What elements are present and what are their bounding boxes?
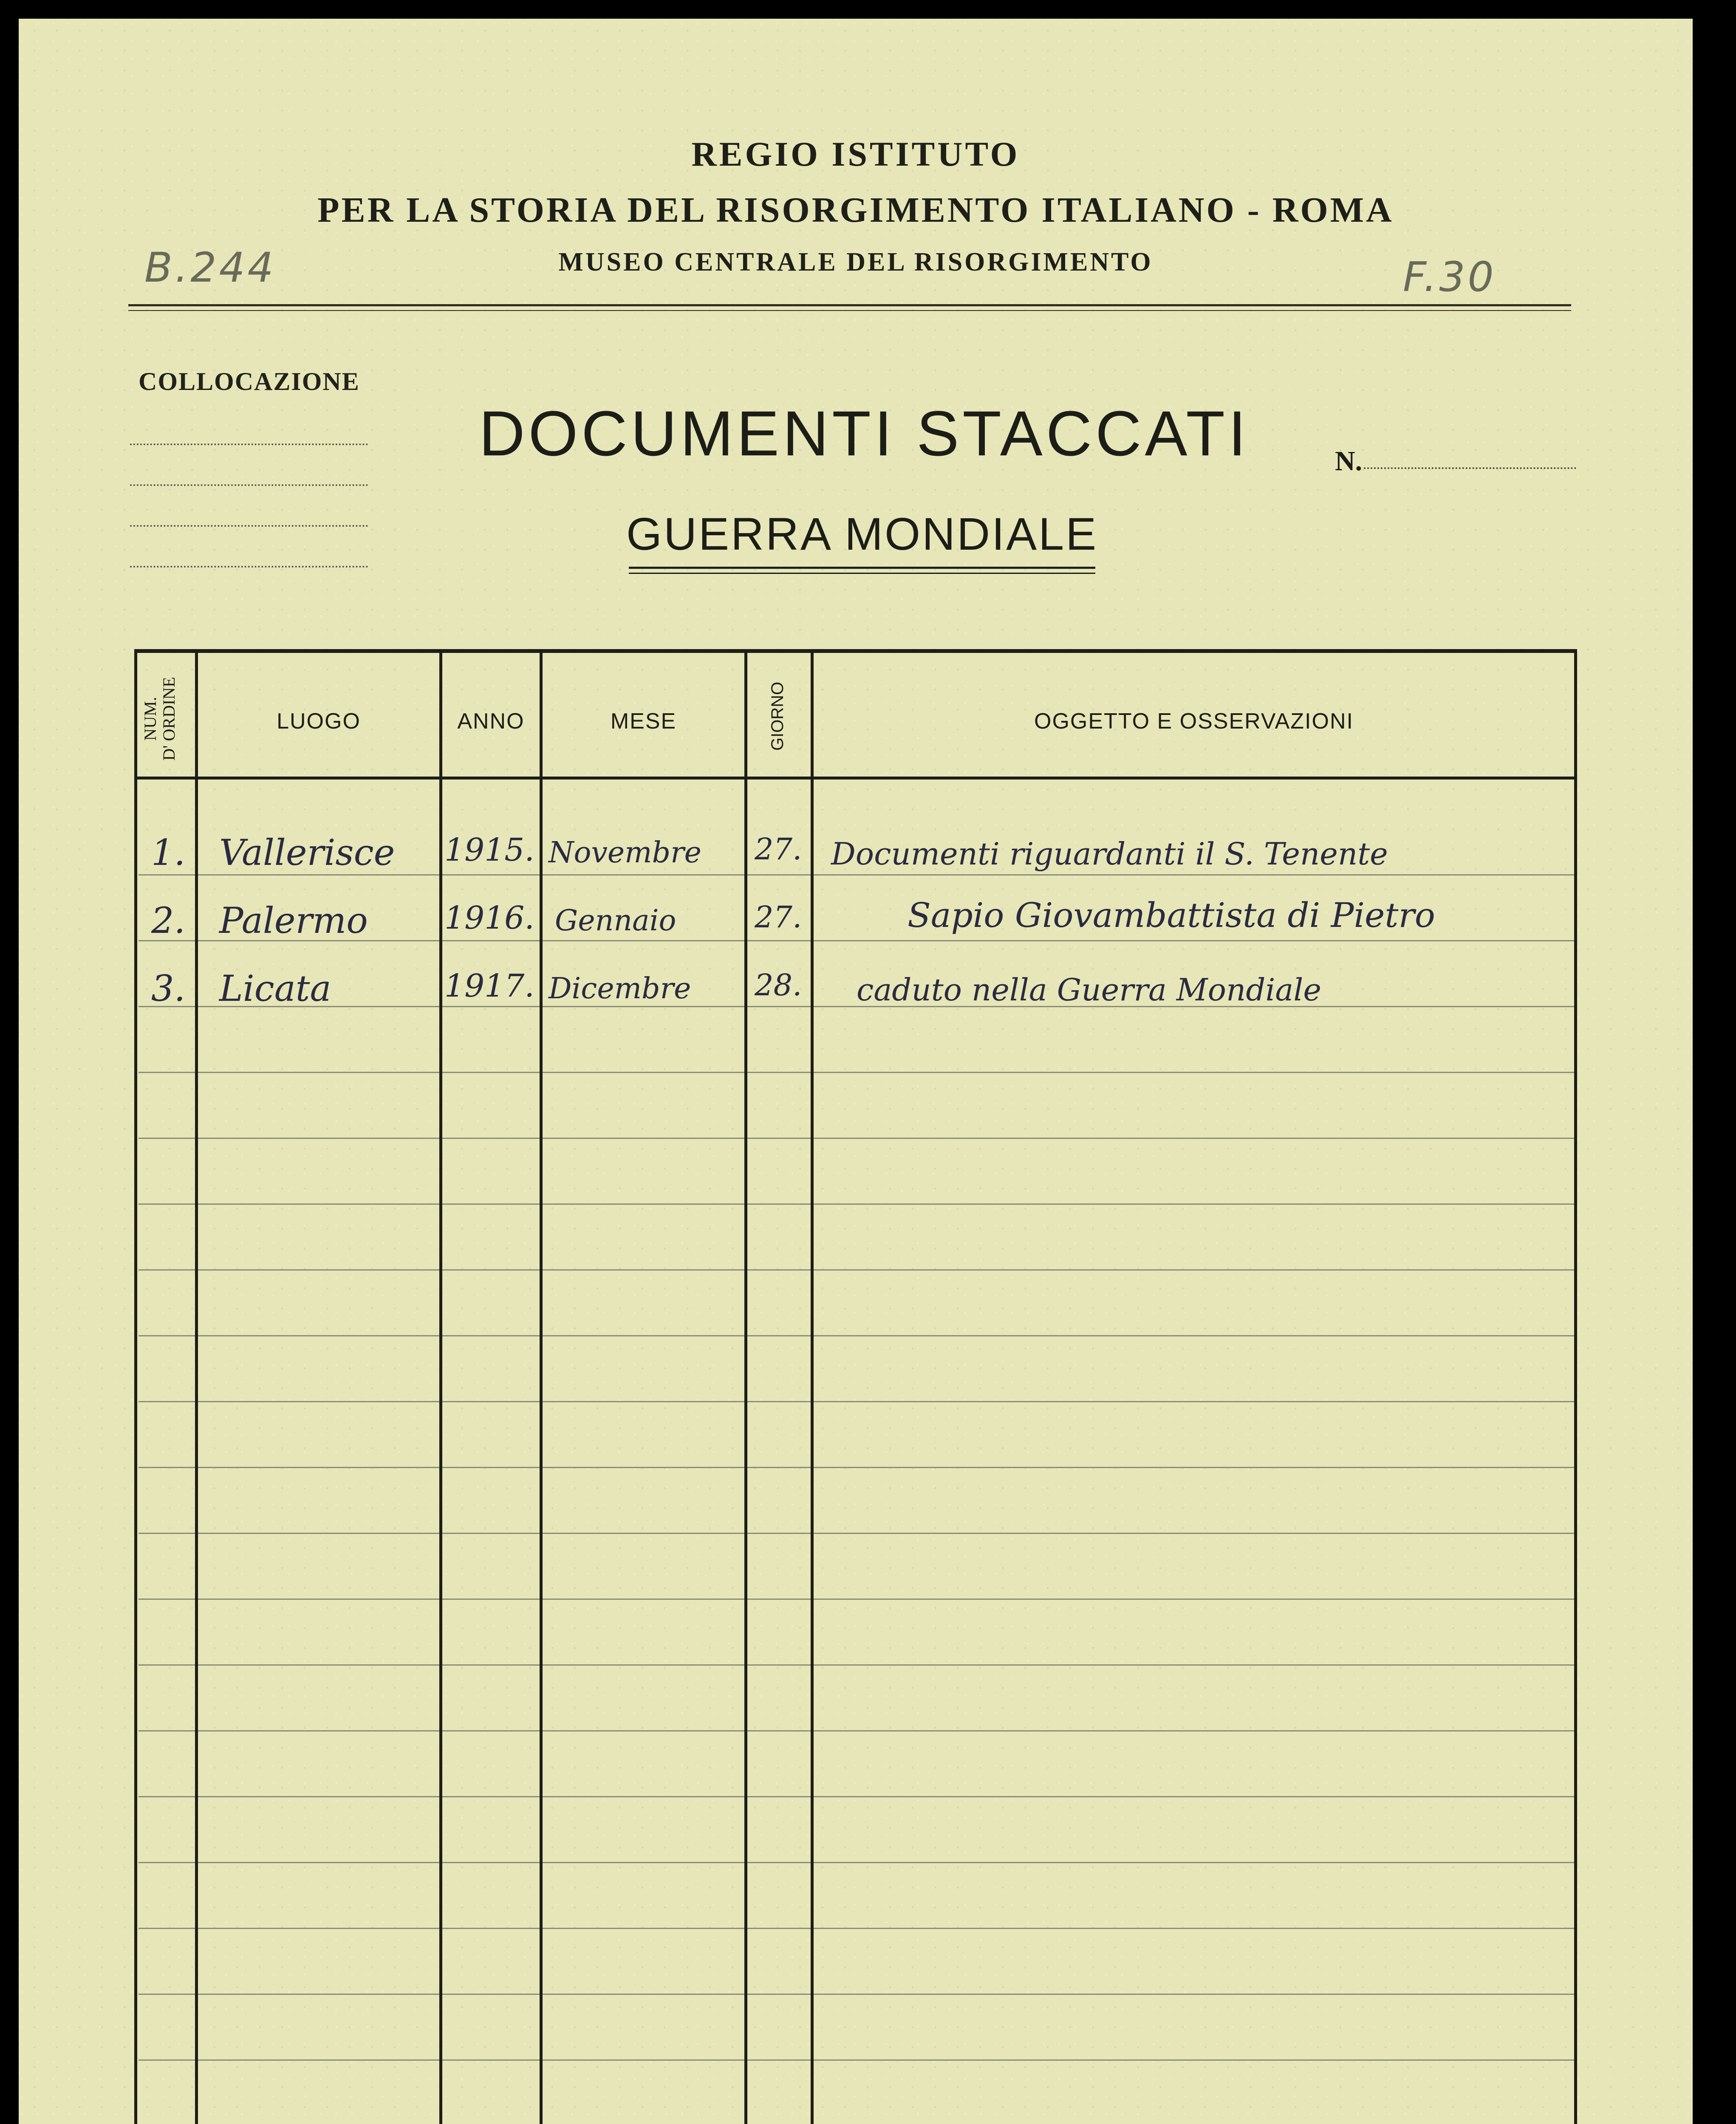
collocazione-line bbox=[130, 525, 368, 527]
row-2-num: 2. bbox=[151, 900, 186, 941]
column-header-mese: MESE bbox=[610, 709, 677, 734]
institute-name: REGIO ISTITUTO bbox=[691, 135, 1020, 173]
row-2-giorno: 27. bbox=[755, 900, 802, 935]
row-3-luogo: Licata bbox=[219, 968, 331, 1009]
row-1-num: 1. bbox=[151, 832, 186, 873]
number-field-line bbox=[1364, 467, 1576, 469]
museum-name: MUSEO CENTRALE DEL RISORGIMENTO bbox=[558, 248, 1153, 277]
page-subtitle: GUERRA MONDIALE bbox=[626, 508, 1098, 559]
table-ruled-line bbox=[139, 1664, 1575, 1666]
column-header-oggetto: OGGETTO E OSSERVAZIONI bbox=[1034, 709, 1354, 734]
row-2-luogo: Palermo bbox=[219, 900, 368, 941]
header-rule-thin bbox=[128, 310, 1571, 311]
column-header-giorno: GIORNO bbox=[768, 681, 787, 751]
row-3-giorno: 28. bbox=[755, 968, 802, 1003]
header-rule bbox=[128, 304, 1571, 306]
column-divider bbox=[811, 649, 814, 2124]
row-1-mese: Novembre bbox=[549, 836, 701, 870]
row-1-giorno: 27. bbox=[755, 832, 802, 867]
row-2-anno: 1916. bbox=[444, 900, 534, 936]
table-ruled-line bbox=[139, 1401, 1575, 1402]
row-3-mese: Dicembre bbox=[549, 972, 691, 1006]
table-ruled-line bbox=[139, 1138, 1575, 1139]
table-left-border bbox=[134, 649, 137, 2124]
collocazione-line bbox=[130, 566, 368, 568]
number-label: N. bbox=[1335, 446, 1363, 477]
row-2-oggetto: Sapio Giovambattista di Pietro bbox=[908, 895, 1435, 935]
table-ruled-line bbox=[139, 1269, 1575, 1271]
collocazione-line bbox=[130, 443, 368, 445]
table-ruled-line bbox=[139, 1730, 1575, 1731]
table-ruled-line bbox=[139, 1994, 1575, 1995]
table-ruled-line bbox=[139, 1862, 1575, 1863]
table-ruled-line bbox=[139, 1467, 1575, 1468]
handwritten-note-left: B.244 bbox=[144, 244, 276, 291]
column-divider bbox=[195, 649, 198, 2124]
institute-subtitle: PER LA STORIA DEL RISORGIMENTO ITALIANO - ROMA bbox=[317, 190, 1394, 230]
table-ruled-line bbox=[139, 1796, 1575, 1797]
subtitle-underline bbox=[629, 567, 1095, 569]
column-header-luogo: LUOGO bbox=[277, 709, 361, 734]
row-3-oggetto: caduto nella Guerra Mondiale bbox=[857, 972, 1321, 1008]
register-table bbox=[134, 649, 1577, 2124]
table-ruled-line bbox=[139, 1928, 1575, 1929]
row-3-num: 3. bbox=[151, 968, 186, 1009]
table-top-border bbox=[134, 649, 1577, 653]
collocazione-label: COLLOCAZIONE bbox=[139, 367, 360, 395]
table-ruled-line bbox=[139, 2059, 1575, 2061]
column-header-num-line2: D' ORDINE bbox=[159, 677, 178, 761]
table-right-border bbox=[1574, 649, 1577, 2124]
page-title: DOCUMENTI STACCATI bbox=[479, 398, 1250, 469]
document-page bbox=[19, 19, 1693, 2124]
column-divider bbox=[744, 649, 747, 2124]
row-3-anno: 1917. bbox=[444, 968, 534, 1004]
column-header-num bbox=[141, 676, 178, 761]
table-ruled-line bbox=[139, 1072, 1575, 1073]
column-divider bbox=[540, 649, 543, 2124]
row-1-luogo: Vallerisce bbox=[219, 832, 395, 873]
collocazione-line bbox=[130, 484, 368, 486]
row-1-anno: 1915. bbox=[444, 832, 534, 868]
row-2-mese: Gennaio bbox=[555, 904, 676, 938]
table-ruled-line bbox=[139, 1203, 1575, 1205]
table-header-border bbox=[134, 777, 1577, 780]
table-ruled-line bbox=[139, 1599, 1575, 1600]
row-1-oggetto: Documenti riguardanti il S. Tenente bbox=[831, 836, 1388, 872]
table-ruled-line bbox=[139, 1335, 1575, 1336]
handwritten-note-right: F.30 bbox=[1403, 253, 1496, 301]
column-header-num-line1: NUM. bbox=[141, 697, 160, 741]
column-header-anno: ANNO bbox=[457, 709, 525, 734]
subtitle-underline-thin bbox=[629, 573, 1095, 574]
column-divider bbox=[439, 649, 442, 2124]
table-ruled-line bbox=[139, 1533, 1575, 1534]
table-ruled-line bbox=[139, 874, 1575, 876]
